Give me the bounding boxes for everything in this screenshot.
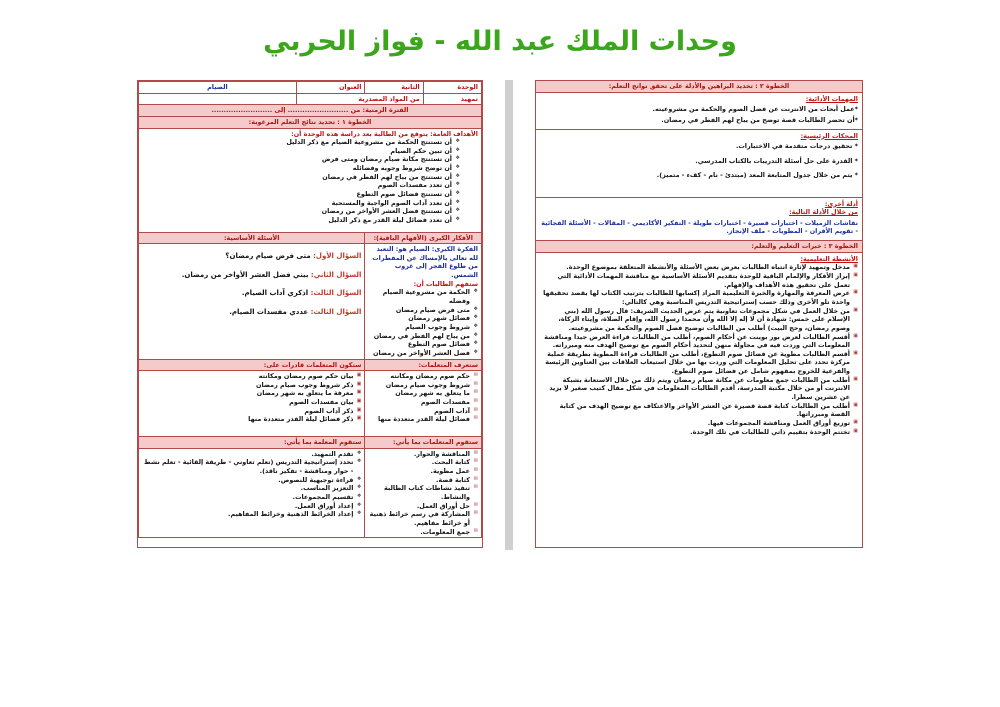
list-item: ✉ المناقشة والحوار. [368,450,478,459]
list-item: ▣ ذكر شروط وجوب صيام رمضان [142,381,361,390]
list-item: ❖ تقسيم المجموعات. [142,493,361,502]
tasks-label: المهمات الأدائية: [805,94,858,103]
skills-list [142,372,361,424]
list-item: ▣ أقسم الطالبات مطوية عن فضائل صوم التطوع، أطلب من الطالبات قراءة المطوية بطريقة عملية مركزة تحدد على تحليل المعلومات التي وردت بها من خلال استيعاب العلاقات بين العناوين الرئيسة والفرعية للخروج بمفهوم شامل عن فضائل صوم التطوع. [540,350,858,376]
list-item: ❖ أن تبين حكم الصيام [142,147,460,156]
question-3 [142,289,361,298]
list-item: ❖ متى فرض صيام رمضان [368,306,478,315]
list-item: ✉ المشاركة في رسم خرائط ذهنية أو خرائط مفاهيم. [368,510,478,527]
list-item: ✉ حل أوراق العمل. [368,502,478,511]
list-item: ✉ عمل مطوية. [368,467,478,476]
list-item: *عمل أبحاث من الانترنت عن فضل الصوم والحكمة من مشروعيته. [652,105,858,114]
list-item: ❖ من يباح لهم الفطر في رمضان [368,332,478,341]
list-item: ❖ التعزيز المناسب. [142,484,361,493]
list-item: ❖ أن تستنتج الحكمة من مشروعية الصيام مع ذكر الدليل [142,138,460,147]
list-item: ❖ شروط وجوب الصيام [368,323,478,332]
topic-label: من المواد المصدرية [296,93,423,105]
question-text: بيني فضل العشر الأواخر من رمضان. [181,270,309,279]
question-2 [142,271,361,280]
list-item: ❖ أن تستنتج من بياح لهم الفطر في رمضان [142,173,460,182]
knowledge-heading: ستعرف المتعلمات: [365,359,482,371]
list-item: ▣ أطلب من الطالبات كتابة قصة قصيرة عن العشر الأواخر والاعتكاف مع توضيح الهدف من كتابة القصة ومبرراتها. [540,402,858,419]
right-page [535,80,863,548]
questions-heading: الأسئلة الأساسية: [139,232,365,244]
list-item: ❖ فضل العشر الأواخر من رمضان [368,349,478,358]
list-item: ❖ أن تعدد فضائل ليلة القدر مع ذكر الدليل [142,216,460,225]
tasks-block [536,93,862,130]
knowledge-list [368,372,478,424]
time-period: الفترة الزمنية: من ......................... إلى ......................... [139,105,482,117]
page-gutter [505,80,513,550]
grade-label: الثانية [365,82,423,94]
big-idea-text: الفكرة الكبرى: الصيام هو: التعبد لله تعالى بالإمساك عن المفطرات من طلوع الفجر إلى غروب الشمس. [372,245,478,280]
list-item: ❖ تقدم التمهيد. [142,450,361,459]
question-label: السؤال الثاني: [310,270,362,279]
list-item: *أن تحضر الطالبات قصة توضح من يباح لهم الفطر في رمضان. [661,115,858,124]
unit-label: الوحدة [423,82,481,94]
list-item: ✉ فضائل ليلة القدر متعددة منها [368,415,478,424]
intro-label: تمهيد [423,93,481,105]
list-item: ▣ بيان مفسدات الصوم [142,398,361,407]
list-item: ❖ أن تعدد آداب الصوم الواجبة والمستحبة [142,199,460,208]
address-label: العنوان [296,82,365,94]
understandings-label: ستفهم الطالبات أن: [413,279,478,288]
list-item: ❖ إعداد الخرائط الذهنية وخرائط المفاهيم. [142,510,361,519]
list-item: ❖ قراءة توجيهية للنصوص. [142,476,361,485]
other-evidence-text: نقاشات الزميلات - اختبارات قصيرة - اختبارات طويلة - التفكير الأكاديمي - المقالات - الأسئلة الفجائية - تقويم الأقران - المطويات - ملف الإنجاز. [541,218,858,236]
question-label: السؤال الثالث: [310,307,362,316]
question-label: السؤال الثالث: [310,289,362,298]
question-1 [142,252,361,261]
students-heading: ستقوم المتعلمات بما يأتي: [365,437,482,449]
list-item: ▣ ذكر فضائل ليلة القدر متعددة منها [142,415,361,424]
list-item: ❖ الحكمة من مشروعية الصيام وفضله [368,288,478,305]
teacher-heading: ستقوم المعلمة بما يأتي: [139,437,365,449]
question-4 [142,308,361,317]
question-text: اذكري آداب الصيام. [241,289,309,298]
list-item: ▣ أطلب من الطالبات جمع معلومات عن مكانة صيام رمضان ويتم ذلك من خلال الاستعانة بشبكة الانترنت أو من خلال مكتبة المدرسة، أقدم الطالبات المعلومات في شكل مقال كتيب صغير لا يزيد عن عشرين سطرا. [540,376,858,402]
list-item: ✉ شروط وجوب صيام رمضان [368,381,478,390]
question-text: عددي مفسدات الصيام. [229,307,309,316]
list-item: ▣ عرض المعرفة والمهارة والخبرة التعليمية المراد إكسابها للطالبات بترتيب الكتاب لها بقصد تحقيقها واحدة تلو الأخرى وذلك حسب إستراتيجية التدريس المناسبة وهي كالتالي: [540,289,858,306]
activities-block [536,253,862,438]
other-evidence-sub: من خلال الأدلة التالية: [789,208,858,217]
list-item: * تحقيق درجات متقدمة في الاختبارات. [735,142,858,151]
list-item: ▣ من خلال العمل في شكل مجموعات تعاونية يتم عرض الحديث الشريف: قال رسول الله (بني الإسلام على خمس: شهادة أن لا إله إلا الله وأن محمدا رسول الله، وإقام الصلاة، وإيتاء الزكاة، وصوم رمضان، وحج البيت) أطلب من الطالبات توضيح فضل الصوم والحكمة من مشروعيته. [540,307,858,333]
subject-label: الصيام [139,82,297,94]
activities-list [540,263,858,436]
list-item: ❖ أن تعدد مفسدات الصوم [142,181,460,190]
list-item: ✉ كتابة قصة. [368,476,478,485]
list-item: ✉ كتابة البحث. [368,458,478,467]
list-item: ❖ فضائل صوم التطوع [368,340,478,349]
list-item: ▣ تختتم الوحدة بتقييم ذاتي للطالبات في تلك الوحدة. [540,428,858,437]
list-item: ▣ بيان حكم صوم رمضان ومكانته [142,372,361,381]
page-title: وحدات الملك عبد الله - فواز الحربي [263,26,737,57]
list-item: ✉ ما يتعلق به شهر رمضان [368,389,478,398]
list-item: ▣ معرفة ما يتعلق به شهر رمضان [142,389,361,398]
activities-label: الأنشطة التعليمية: [800,254,858,263]
list-item: ✉ تنفيذ نشاطات كتاب الطالبة والنشاط. [368,484,478,501]
list-item: ❖ تحدد إستراتيجية التدريس (تعلم تعاوني - طريقة إلقائية - تعلم نشط - حوار ومناقشة - تفكير ناقد). [142,458,361,475]
list-item: * يتم من خلال جدول المتابعة المعد (مبتدئ - نام - كفء - متميز). [656,171,858,180]
list-item: ▣ مدخل وتمهيد لإثارة انتباه الطالبات بعرض بعض الأسئلة والأنشطة المتعلقة بموضوع الوحدة. [540,263,858,272]
list-item: ▣ ذكر آداب الصوم [142,407,361,416]
other-evidence-block [536,198,862,242]
other-evidence-label: أدلة أخرى: [824,199,858,208]
unit-header-table [138,81,482,538]
list-item: ❖ أن تستنتج فضل العشر الأواخر من رمضان [142,207,460,216]
list-item: ✉ مفسدات الصوم [368,398,478,407]
students-list [368,450,478,536]
question-label: السؤال الأول: [313,252,362,261]
list-item: ✉ جمع المعلومات. [368,528,478,537]
goals-list [142,138,460,224]
question-text: متى فرض صيام رمضان؟ [225,252,311,261]
criteria-block [536,130,862,198]
list-item: ▣ توزيع أوراق العمل ومناقشة المجموعات فيها. [540,419,858,428]
list-item: ✉ حكم صوم رمضان ومكانته [368,372,478,381]
list-item: ✉ آداب الصوم [368,407,478,416]
understandings-list [368,288,478,357]
step1-heading: الخطوة ١ : تحديد نتائج التعلم المرغوبة: [139,116,482,128]
list-item: ▣ أقسم الطالبات لعرض بور بوينت عن أحكام الصوم، أطلب من الطالبات قراءة العرض جيدا ومناقشة المعلومات التي وردت فيه في محاولة منهن لتحديد أحكام الصوم مع توضيح الهدف منه ومبرراته. [540,333,858,350]
step3-heading: الخطوة ٣ : خبرات التعليم والتعلم: [536,241,862,253]
general-goals-label: الأهداف العامة: يتوقع من الطالبة بعد دراسة هذه الوحدة أن: [291,129,478,138]
list-item: ❖ أن تستنتج مكانة صيام رمضان ومتى فرض [142,155,460,164]
list-item: ❖ أن توضح شروط وجوبه وفضائله [142,164,460,173]
teacher-list [142,450,361,519]
step2-heading: الخطوة ٢ : تحديد البراهين والأدلة على تحقق نواتج التعلم: [536,81,862,93]
skills-heading: ستكون المتعلمات قادرات على: [139,359,365,371]
list-item: ▣ إبراز الأفكار والإلمام الباقية للوحدة بتقديم الأسئلة الأساسية مع مناقشة المهمات الأدائية التي تعمل على تحقيق هذه الأهداف والإفهام. [540,272,858,289]
left-page [137,80,483,548]
list-item: * القدرة على حل أسئلة التدريبات بالكتاب المدرسي. [695,156,858,165]
list-item: ❖ فضائل شهر رمضان [368,314,478,323]
list-item: ❖ أن تستنتج فضائل صوم التطوع [142,190,460,199]
empty-cell [139,93,297,105]
list-item: ❖ إعداد أوراق العمل. [142,502,361,511]
big-ideas-heading: الأفكار الكبرى (الأفهام الباقية): [365,232,482,244]
criteria-label: المحكات الرئيسية: [800,131,858,140]
